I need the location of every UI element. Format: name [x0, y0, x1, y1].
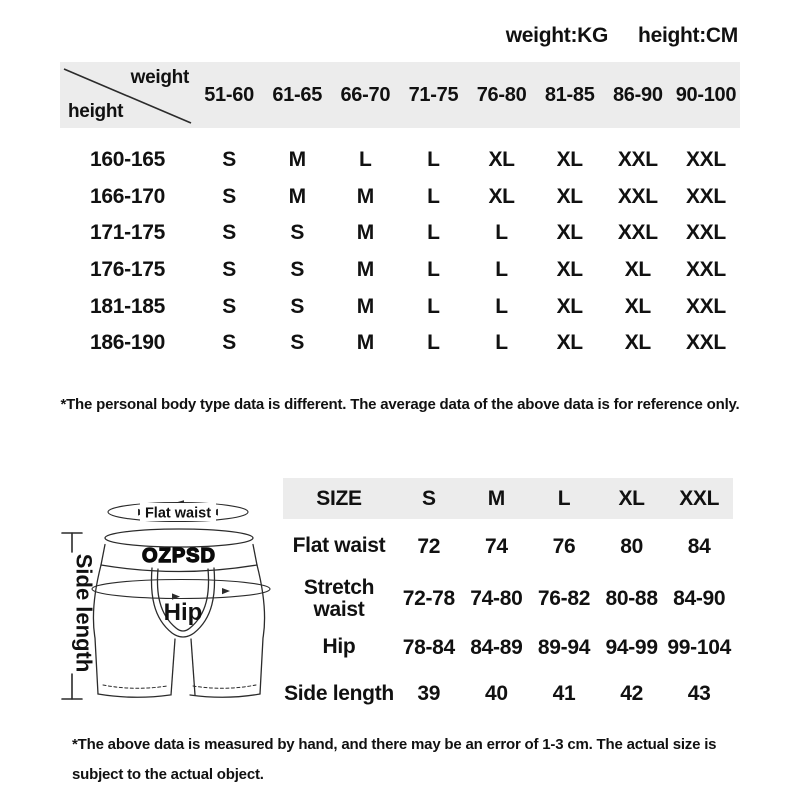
leg-stitching — [103, 685, 256, 688]
size-cell: L — [427, 184, 440, 208]
table-row — [283, 624, 733, 671]
size-cell: M — [356, 258, 374, 282]
size-cell: L — [495, 331, 508, 355]
size-cell: XL — [624, 294, 651, 318]
flat-waist-label: Flat waist — [144, 505, 212, 522]
measurement-value: 72 — [417, 534, 441, 558]
size-cell: L — [427, 258, 440, 282]
measurement-value: 43 — [687, 682, 711, 705]
measurement-table — [283, 478, 733, 717]
measurement-value: 41 — [552, 682, 576, 705]
hip-ellipse — [92, 580, 270, 599]
size-cell: L — [427, 294, 440, 318]
weight-column-header: 51-60 — [204, 83, 254, 106]
measurement-value: 74-80 — [470, 587, 523, 610]
measurement-value: 84-90 — [673, 587, 726, 610]
size-cell: M — [356, 294, 374, 318]
measurement-value: 72-78 — [402, 587, 455, 610]
measurement-value: 84-89 — [470, 635, 523, 659]
size-cell: XXL — [617, 184, 658, 208]
measurement-value: 89-94 — [537, 635, 591, 659]
table-row — [60, 252, 740, 289]
size-cell: L — [495, 294, 508, 318]
boxer-diagram — [50, 488, 300, 720]
size-cell: L — [427, 221, 440, 245]
weight-column-header: 61-65 — [272, 83, 323, 106]
size-cell: S — [290, 258, 305, 282]
size-cell: XXL — [685, 221, 726, 245]
size-cell: S — [290, 221, 305, 245]
size-cell: XXL — [617, 148, 658, 172]
size-cell: M — [288, 184, 306, 208]
size-cell: M — [356, 331, 374, 355]
size-cell: XL — [556, 221, 583, 245]
size-column-header: XL — [618, 486, 645, 510]
table-row — [283, 671, 733, 717]
size-table-body — [60, 142, 740, 362]
size-cell: XL — [624, 331, 651, 355]
measurement-value: 42 — [620, 682, 643, 705]
height-unit-label: height:CM — [638, 24, 738, 47]
size-cell: L — [427, 331, 440, 355]
size-column-header: SIZE — [316, 486, 362, 510]
size-cell: L — [427, 148, 440, 172]
brand-logo: OZPSD — [142, 545, 216, 567]
size-cell: M — [356, 221, 374, 245]
corner-weight-label: weight — [130, 67, 189, 88]
measurement-value: 80 — [620, 534, 643, 558]
corner-height-label: height — [68, 101, 124, 122]
measurement-label: Hip — [322, 635, 356, 659]
table-row — [60, 142, 740, 179]
measurement-value: 76 — [552, 534, 576, 558]
size-table-header — [60, 62, 740, 128]
size-cell: S — [222, 258, 236, 282]
measurement-label: Side length — [284, 681, 394, 705]
size-cell: XL — [556, 294, 583, 318]
size-cell: S — [290, 294, 305, 318]
diagonal-header-cell — [60, 62, 195, 128]
height-range-label: 181-185 — [90, 294, 165, 318]
table-row — [283, 574, 733, 624]
size-column-header: M — [487, 486, 505, 510]
size-cell: XL — [624, 258, 651, 282]
measurement-value: 40 — [485, 682, 508, 705]
hip-label: Hip — [163, 599, 203, 626]
measurement-value: 76-82 — [537, 587, 591, 610]
size-cell: S — [222, 294, 236, 318]
measurement-value: 74 — [485, 534, 508, 558]
measurement-value: 94-99 — [605, 635, 658, 659]
measurement-value: 78-84 — [402, 635, 455, 659]
size-cell: XL — [488, 148, 515, 172]
table-row — [60, 288, 740, 325]
size-table — [60, 62, 740, 362]
unit-legend — [506, 24, 738, 48]
height-range-label: 171-175 — [90, 221, 165, 245]
measurement-value: 99-104 — [667, 635, 731, 659]
size-cell: XXL — [685, 331, 726, 355]
size-cell: XXL — [617, 221, 658, 245]
size-cell: XL — [556, 148, 583, 172]
weight-column-header: 76-80 — [476, 83, 527, 106]
size-cell: S — [222, 184, 236, 208]
size-cell: S — [290, 331, 305, 355]
measurement-note: *The above data is measured by hand, and there may be an error of 1-3 cm. The actual size is subject to the actual object. — [72, 736, 717, 783]
size-cell: XL — [556, 258, 583, 282]
measurement-value: 39 — [417, 682, 441, 705]
height-range-label: 186-190 — [90, 331, 165, 355]
table-row — [283, 519, 733, 574]
measurement-label: Flat waist — [292, 534, 386, 558]
weight-column-header: 86-90 — [612, 83, 663, 106]
weight-column-header: 81-85 — [544, 83, 595, 106]
size-cell: L — [495, 221, 508, 245]
size-cell: S — [222, 331, 236, 355]
size-cell: XXL — [685, 258, 726, 282]
weight-unit-label: weight:KG — [505, 24, 609, 47]
table-row — [60, 215, 740, 252]
size-column-header: XXL — [679, 486, 720, 510]
measurement-label: Stretch waist — [303, 575, 375, 621]
side-length-label: Side length — [71, 553, 97, 673]
size-cell: XXL — [685, 148, 726, 172]
size-column-header: S — [421, 486, 436, 510]
table-row — [60, 179, 740, 216]
measurement-value: 84 — [687, 534, 711, 558]
measurement-table-header — [283, 478, 733, 519]
size-cell: XXL — [685, 184, 726, 208]
size-cell: L — [359, 148, 372, 172]
boxer-outline — [93, 565, 264, 697]
table-row — [60, 325, 740, 362]
size-cell: XL — [556, 331, 583, 355]
size-cell: S — [222, 148, 236, 172]
size-cell: M — [356, 184, 374, 208]
height-range-label: 166-170 — [90, 184, 165, 208]
reference-note: *The personal body type data is different. The average data of the above data is for reference only. — [60, 396, 740, 413]
size-cell: M — [288, 148, 306, 172]
hip-right-arrow — [222, 588, 230, 594]
size-column-header: L — [557, 486, 571, 510]
size-cell: XL — [556, 184, 583, 208]
measurement-value: 80-88 — [605, 587, 658, 610]
weight-column-header: 71-75 — [408, 83, 459, 106]
height-range-label: 176-175 — [90, 258, 165, 282]
weight-column-header: 66-70 — [340, 83, 391, 106]
size-cell: XL — [488, 184, 515, 208]
weight-column-header: 90-100 — [675, 83, 737, 106]
size-cell: XXL — [685, 294, 726, 318]
height-range-label: 160-165 — [90, 148, 165, 172]
size-cell: S — [222, 221, 236, 245]
size-cell: L — [495, 258, 508, 282]
